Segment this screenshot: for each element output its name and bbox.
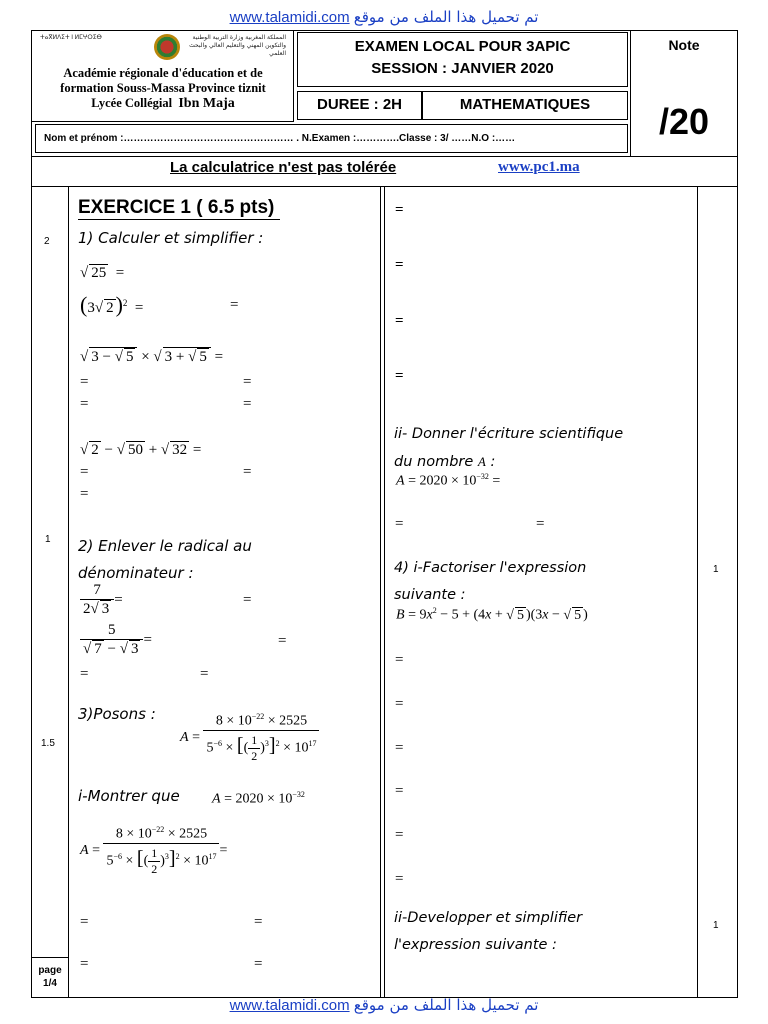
question-3: 3)Posons : — [78, 705, 156, 723]
logo-area — [36, 34, 286, 64]
expr-B: $B = 9x^2 - 5 + (4x$ + √ 5 )(3x − √ 5 ) — [396, 606, 588, 624]
bottom-banner — [0, 996, 768, 1014]
expr-3sqrt2-squared: (3√ 2)$^2$ = — [80, 292, 143, 318]
equals-sign: = — [395, 257, 404, 273]
equals-sign: = — [254, 914, 263, 930]
equals-sign: = — [395, 202, 404, 218]
expr-A-definition: A = $8 \times 10^{-22} \times 2525$ $5^{-6}$ × [( $\frac{1}{2}$ )$^3]^2 \times 10^{17}$ — [180, 712, 319, 764]
question-4ii: ii-Developper et simplifier l'expression suivante : — [394, 910, 583, 953]
equals-sign: = — [243, 374, 252, 390]
expr-A-work: A = $8 \times 10^{-22} \times 2525$ $5^{-6}$ × [( $\frac{1}{2}$ )$^3]^2 \times 10^{17}$ = — [80, 825, 228, 876]
equals-sign: = — [395, 652, 404, 668]
tifinagh-text: ⵜⴰⴳⵍⴷⵉⵜ ⵏ ⵍⵎⵖⵔⵉⴱ — [40, 35, 102, 41]
page-number: page 1/4 — [38, 965, 62, 989]
question-2: 2) Enlever le radical au dénominateur : — [78, 537, 252, 582]
equals-sign: = — [80, 486, 89, 502]
moroccan-emblem-icon — [154, 34, 180, 60]
equals-sign: = — [80, 956, 89, 972]
subject: MATHEMATIQUES — [459, 96, 591, 113]
expr-sum-radicals: √ 2 − √ 50 + √ 32 = — [80, 441, 201, 459]
equals-sign: = — [80, 396, 89, 412]
equals-sign: = — [200, 666, 209, 682]
ministry-arabic: المملكة المغربية وزارة التربية الوطنية والتكوين المهني والتعليم العالي والبحث العلمي — [189, 34, 286, 57]
top-banner-link[interactable]: www.talamidi.com — [229, 9, 350, 26]
equals-sign: = — [395, 313, 404, 329]
expr-7-over-2sqrt3: $\frac{7}{2√ 3}$ = — [80, 582, 123, 618]
equals-sign: = — [80, 464, 89, 480]
calculator-notice: La calculatrice n'est pas tolérée — [170, 159, 397, 176]
equals-sign: = — [243, 464, 252, 480]
note-value: /20 — [658, 101, 710, 142]
expr-nested-radicals: √ 3 − √ 5 × √ 3 + √ 5 = — [80, 347, 223, 366]
question-4i: 4) i-Factoriser l'expression suivante : — [394, 560, 587, 603]
equals-sign: = — [395, 871, 404, 887]
points-mark: 2 — [44, 236, 50, 247]
question-3i: i-Montrer que — [78, 787, 180, 805]
equals-sign: = — [80, 914, 89, 930]
duration: DUREE : 2H — [316, 96, 402, 113]
exam-title: EXAMEN LOCAL POUR 3APIC SESSION : JANVIER 2020 — [354, 38, 571, 77]
equals-sign: = — [243, 592, 252, 608]
student-info-line: Nom et prénom :…………………………………………… . N.Examen :………….Classe : 3/ ……N.O :…… — [44, 133, 516, 144]
bottom-banner-link[interactable]: www.talamidi.com — [229, 997, 350, 1014]
equals-sign: = — [80, 374, 89, 390]
equals-sign: = — [80, 666, 89, 682]
note-label: Note — [668, 37, 700, 53]
expr-sqrt25: √ 25 = — [80, 264, 124, 282]
equals-sign: = — [395, 696, 404, 712]
pc1-link[interactable]: www.pc1.ma — [498, 159, 580, 175]
bottom-banner-arabic: تم تحميل هذا الملف من موقع — [353, 996, 539, 1014]
equals-sign: = — [395, 368, 404, 384]
points-mark: 1 — [713, 564, 719, 575]
equals-sign: = — [395, 783, 404, 799]
top-banner — [0, 8, 768, 26]
expr-A-value: $A = 2020 \times 10^{-32}$ = — [396, 472, 501, 489]
top-banner-arabic: تم تحميل هذا الملف من موقع — [353, 8, 539, 26]
points-mark: 1 — [45, 534, 51, 545]
question-2ii: ii- Donner l'écriture scientifique du nombre A : — [394, 426, 624, 470]
exercise-title: EXERCICE 1 ( 6.5 pts) — [78, 197, 280, 220]
equals-sign: = — [243, 396, 252, 412]
equals-sign: = — [395, 516, 404, 532]
expr-A-target: $A = 2020 \times 10^{-32}$ — [212, 790, 305, 807]
equals-sign: = — [278, 633, 287, 649]
equals-sign: = — [395, 740, 404, 756]
equals-sign: = — [254, 956, 263, 972]
equals-sign: = — [230, 297, 239, 313]
equals-sign: = — [536, 516, 545, 532]
equals-sign: = — [395, 827, 404, 843]
points-mark: 1.5 — [41, 738, 55, 749]
points-mark: 1 — [713, 920, 719, 931]
academy-name: Académie régionale d'éducation et de formation Souss-Massa Province tiznit Lycée Collégial Ibn Maja — [60, 66, 266, 111]
expr-5-over-diff: 5 √ 7 − √ 3 = — [80, 622, 152, 658]
question-1: 1) Calculer et simplifier : — [78, 229, 264, 247]
